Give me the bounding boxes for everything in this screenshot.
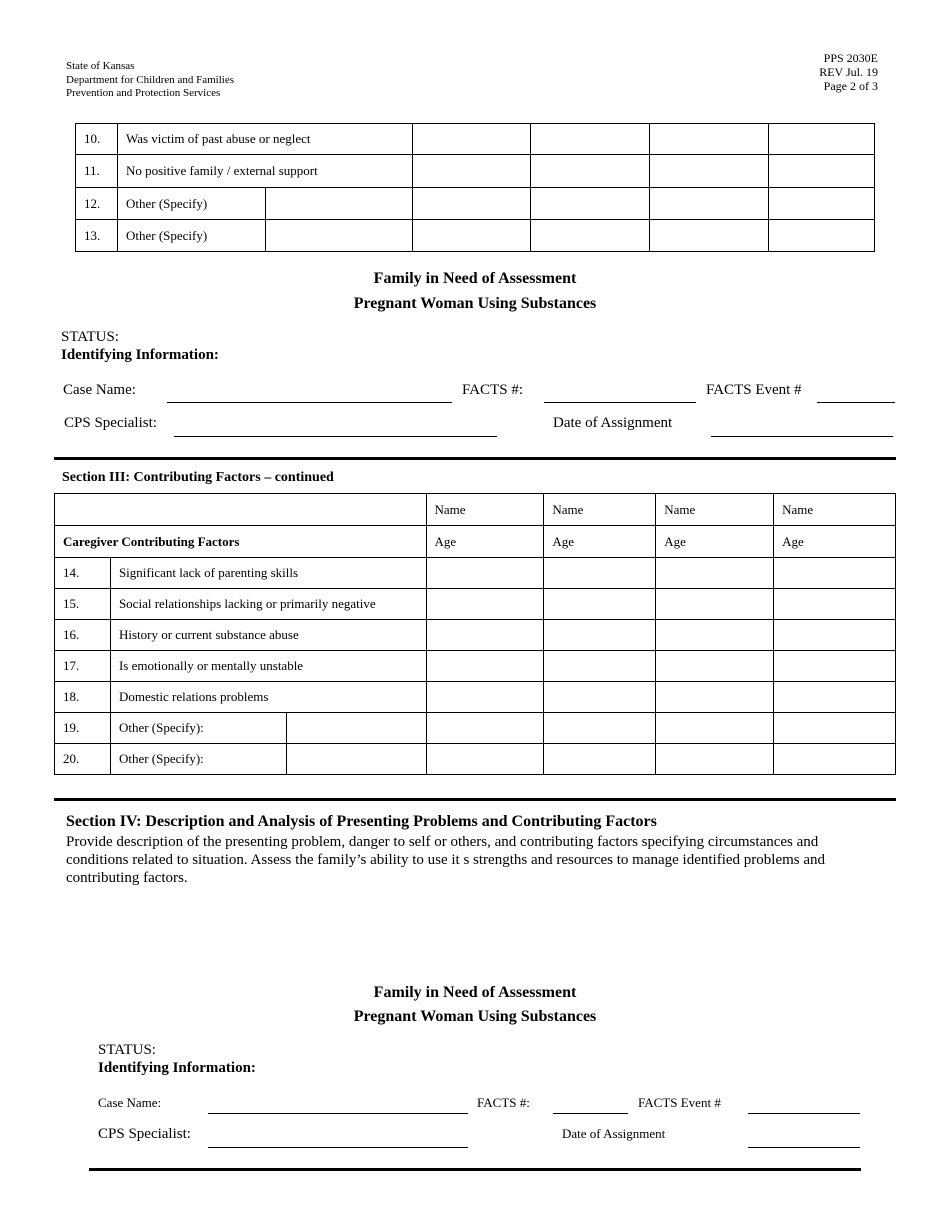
row-label: Domestic relations problems <box>110 682 426 713</box>
entry-cell[interactable] <box>544 558 656 589</box>
entry-cell[interactable] <box>544 713 656 744</box>
table-row <box>76 124 875 155</box>
block1-date-label: Date of Assignment <box>553 415 673 431</box>
name-header: Name <box>656 494 774 526</box>
table-row <box>55 589 896 620</box>
agency-state: State of Kansas <box>66 60 135 72</box>
entry-cell[interactable] <box>774 651 896 682</box>
specify-cell[interactable] <box>286 744 426 775</box>
block2-case-name-field[interactable] <box>208 1113 468 1114</box>
row-number: 19. <box>55 713 111 744</box>
section4-instructions: Provide description of the presenting problem, danger to self or others, and contributing factors specifying circumstances and conditions related to situation. Assess the family’s ability to use it s strengths and resources to manage identified problems and contributing factors. <box>66 834 826 886</box>
entry-cell[interactable] <box>531 188 650 220</box>
row-number: 20. <box>55 744 111 775</box>
agency-header <box>66 60 234 101</box>
block1-case-name-label: Case Name: <box>63 382 136 398</box>
entry-cell[interactable] <box>650 220 769 252</box>
agency-department: Department for Children and Families <box>66 73 235 86</box>
row-label: Other (Specify) <box>117 188 265 220</box>
entry-cell[interactable] <box>544 620 656 651</box>
caregiver-header: Caregiver Contributing Factors <box>55 526 427 558</box>
entry-cell[interactable] <box>769 220 875 252</box>
row-label: Social relationships lacking or primarily negative <box>110 589 426 620</box>
entry-cell[interactable] <box>656 589 774 620</box>
block2-status-label: STATUS: <box>98 1042 156 1058</box>
table-row <box>55 713 896 744</box>
specify-cell[interactable] <box>286 713 426 744</box>
row-label: Other (Specify): <box>110 744 286 775</box>
row-number: 12. <box>76 188 118 220</box>
block1-status-label: STATUS: <box>61 329 119 345</box>
block1-date-field[interactable] <box>711 436 893 437</box>
entry-cell[interactable] <box>656 682 774 713</box>
entry-cell[interactable] <box>774 682 896 713</box>
row-number: 16. <box>55 620 111 651</box>
caregiver-factors-table <box>54 493 896 775</box>
row-label: Is emotionally or mentally unstable <box>110 651 426 682</box>
block2-facts-event-label: FACTS Event # <box>638 1095 721 1110</box>
table-header-row <box>55 494 896 526</box>
name-header: Name <box>774 494 896 526</box>
entry-cell[interactable] <box>412 124 531 155</box>
specify-cell[interactable] <box>265 188 412 220</box>
entry-cell[interactable] <box>656 558 774 589</box>
entry-cell[interactable] <box>531 155 650 188</box>
block1-case-name-field[interactable] <box>167 402 452 403</box>
block1-facts-event-label: FACTS Event # <box>706 382 802 398</box>
top-factors-table <box>75 123 875 252</box>
entry-cell[interactable] <box>531 124 650 155</box>
table-row <box>55 558 896 589</box>
block2-cps-field[interactable] <box>208 1147 468 1148</box>
entry-cell[interactable] <box>656 651 774 682</box>
block2-date-label: Date of Assignment <box>562 1126 666 1141</box>
block1-facts-field[interactable] <box>544 402 696 403</box>
block1-cps-field[interactable] <box>174 436 497 437</box>
row-number: 17. <box>55 651 111 682</box>
table-row <box>55 682 896 713</box>
entry-cell[interactable] <box>426 713 544 744</box>
block2-identifying-label: Identifying Information: <box>98 1060 256 1076</box>
entry-cell[interactable] <box>412 155 531 188</box>
age-header: Age <box>774 526 896 558</box>
table-row <box>55 744 896 775</box>
block1-cps-label: CPS Specialist: <box>64 415 157 431</box>
entry-cell[interactable] <box>650 188 769 220</box>
table-row <box>76 220 875 252</box>
block2-title: Family in Need of Assessment <box>373 984 577 1001</box>
block1-subtitle: Pregnant Woman Using Substances <box>353 295 597 312</box>
entry-cell[interactable] <box>544 589 656 620</box>
block1-identifying-label: Identifying Information: <box>61 347 219 363</box>
entry-cell[interactable] <box>426 744 544 775</box>
row-number: 13. <box>76 220 118 252</box>
row-number: 14. <box>55 558 111 589</box>
name-header: Name <box>426 494 544 526</box>
block2-cps-label: CPS Specialist: <box>98 1126 191 1142</box>
entry-cell[interactable] <box>650 155 769 188</box>
block2-facts-event-field[interactable] <box>748 1113 860 1114</box>
row-label: Other (Specify) <box>117 220 265 252</box>
entry-cell[interactable] <box>412 188 531 220</box>
specify-cell[interactable] <box>265 220 412 252</box>
row-label: Significant lack of parenting skills <box>110 558 426 589</box>
agency-division: Prevention and Protection Services <box>66 87 221 99</box>
entry-cell[interactable] <box>769 188 875 220</box>
divider <box>54 457 896 460</box>
entry-cell[interactable] <box>774 589 896 620</box>
block2-subtitle: Pregnant Woman Using Substances <box>353 1008 597 1025</box>
row-label: History or current substance abuse <box>110 620 426 651</box>
form-header <box>819 51 878 93</box>
divider <box>89 1168 861 1171</box>
entry-cell[interactable] <box>774 713 896 744</box>
entry-cell[interactable] <box>656 620 774 651</box>
entry-cell[interactable] <box>426 651 544 682</box>
row-label: No positive family / external support <box>117 155 412 188</box>
entry-cell[interactable] <box>774 558 896 589</box>
entry-cell[interactable] <box>650 124 769 155</box>
page-number: Page 2 of 3 <box>823 79 878 93</box>
entry-cell[interactable] <box>656 713 774 744</box>
row-number: 15. <box>55 589 111 620</box>
section3-heading: Section III: Contributing Factors – continued <box>62 470 334 485</box>
entry-cell[interactable] <box>544 651 656 682</box>
block1-facts-label: FACTS #: <box>462 382 523 398</box>
entry-cell[interactable] <box>426 620 544 651</box>
table-row <box>76 155 875 188</box>
age-header: Age <box>544 526 656 558</box>
age-header: Age <box>656 526 774 558</box>
entry-cell[interactable] <box>774 620 896 651</box>
entry-cell[interactable] <box>774 744 896 775</box>
table-header-row <box>55 526 896 558</box>
divider <box>54 798 896 801</box>
entry-cell[interactable] <box>769 124 875 155</box>
row-label: Other (Specify): <box>110 713 286 744</box>
entry-cell[interactable] <box>531 220 650 252</box>
row-number: 11. <box>76 155 118 188</box>
table-row <box>76 188 875 220</box>
entry-cell[interactable] <box>426 558 544 589</box>
block2-facts-field[interactable] <box>553 1113 628 1114</box>
entry-cell[interactable] <box>426 589 544 620</box>
block2-date-field[interactable] <box>748 1147 860 1148</box>
row-label: Was victim of past abuse or neglect <box>117 124 412 155</box>
form-revision: REV Jul. 19 <box>819 65 878 79</box>
row-number: 18. <box>55 682 111 713</box>
block1-title: Family in Need of Assessment <box>373 270 577 287</box>
form-id: PPS 2030E <box>823 51 878 65</box>
block1-facts-event-field[interactable] <box>817 402 895 403</box>
entry-cell[interactable] <box>426 682 544 713</box>
block2-facts-label: FACTS #: <box>477 1095 530 1110</box>
name-header: Name <box>544 494 656 526</box>
entry-cell[interactable] <box>544 744 656 775</box>
entry-cell[interactable] <box>544 682 656 713</box>
table-row <box>55 651 896 682</box>
entry-cell[interactable] <box>769 155 875 188</box>
entry-cell[interactable] <box>412 220 531 252</box>
table-row <box>55 620 896 651</box>
section4-heading: Section IV: Description and Analysis of Presenting Problems and Contributing Factors <box>66 813 657 830</box>
entry-cell[interactable] <box>656 744 774 775</box>
block2-case-name-label: Case Name: <box>98 1095 162 1110</box>
age-header: Age <box>426 526 544 558</box>
row-number: 10. <box>76 124 118 155</box>
